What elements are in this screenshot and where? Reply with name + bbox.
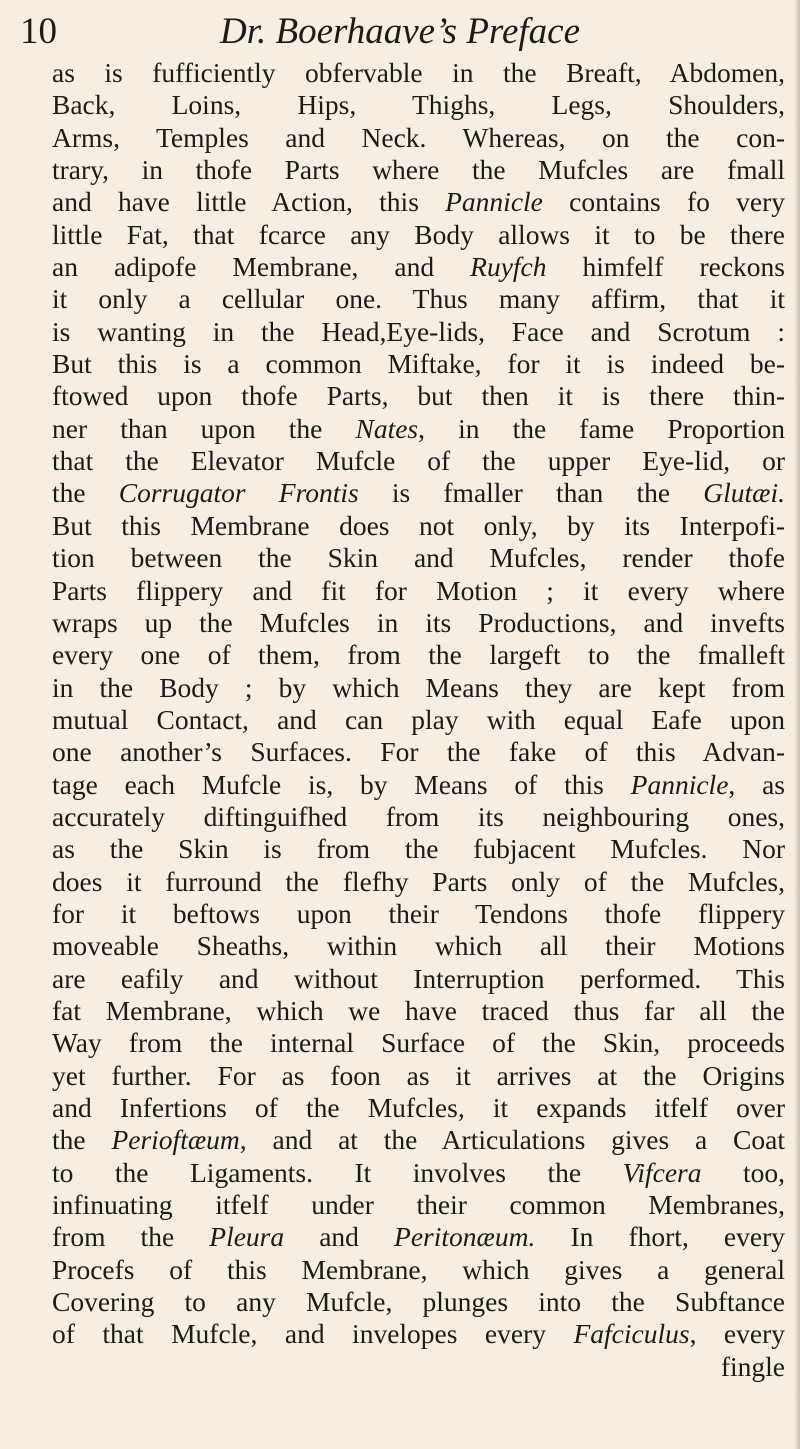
text-run: tage each Mufcle is, by Means of this xyxy=(52,768,631,800)
running-title-author: Dr. Boerhaave’s xyxy=(219,11,458,52)
text-line xyxy=(52,866,785,898)
text-line xyxy=(52,283,785,315)
text-run: himfelf reckons xyxy=(546,251,785,283)
italic-text: Pannicle xyxy=(445,186,543,218)
running-title xyxy=(0,10,800,54)
text-line xyxy=(52,219,785,251)
text-run: accurately diftinguifhed from its neighbouring ones, xyxy=(52,800,785,832)
text-run: In fhort, every xyxy=(535,1221,785,1253)
text-run: Procefs of this Membrane, which gives a general xyxy=(52,1253,785,1285)
text-line xyxy=(52,542,785,574)
text-run: trary, in thofe Parts where the Mufcles are fmall xyxy=(52,154,785,186)
italic-text: Vifcera xyxy=(622,1156,702,1188)
text-run: one another’s Surfaces. For the fake of this Advan- xyxy=(52,736,785,768)
italic-text: Pannicle xyxy=(630,768,729,800)
text-line xyxy=(52,736,785,768)
text-run: for it beftows upon their Tendons thofe flippery xyxy=(52,897,785,929)
text-line xyxy=(52,607,785,639)
text-run: tion between the Skin and Mufcles, render thofe xyxy=(52,542,785,574)
text-run: is fmaller than the xyxy=(358,477,704,509)
text-run: as is fufficiently obfervable in the Breaft, Abdomen, xyxy=(52,57,785,88)
text-run: that the Elevator Mufcle of the upper Eye-lid, or xyxy=(52,445,785,477)
text-run: Back, Loins, Hips, Thighs, Legs, Shoulders, xyxy=(52,89,785,121)
text-run: from the xyxy=(52,1221,210,1253)
text-line xyxy=(52,57,785,89)
text-line xyxy=(52,995,785,1027)
italic-text: Nates xyxy=(355,412,419,444)
text-line xyxy=(52,801,785,833)
text-run: it only a cellular one. Thus many affirm, that it xyxy=(52,283,785,315)
text-run: yet further. For as foon as it arrives at the Origins xyxy=(52,1059,785,1091)
text-run: as the Skin is from the fubjacent Mufcles. Nor xyxy=(52,833,785,865)
italic-text: Glutæi. xyxy=(703,477,785,509)
page-number: 10 xyxy=(20,11,57,52)
text-run: ftowed upon thofe Parts, but then it is there thin- xyxy=(52,380,785,412)
text-run: an adipofe Membrane, and xyxy=(52,251,471,283)
text-run: , every xyxy=(689,1318,785,1350)
text-line xyxy=(52,477,785,509)
text-run: of that Mufcle, and invelopes every xyxy=(52,1318,574,1350)
text-line xyxy=(52,122,785,154)
italic-text: Fafciculus xyxy=(573,1318,690,1350)
text-run: mutual Contact, and can play with equal Eafe upon xyxy=(52,703,785,735)
text-run: Parts flippery and fit for Motion ; it every where xyxy=(52,574,785,606)
text-run: and Infertions of the Mufcles, it expands itfelf over xyxy=(52,1092,785,1123)
text-run: to the Ligaments. It involves the xyxy=(52,1156,623,1188)
text-run: moveable Sheaths, within which all their Motions xyxy=(52,930,785,962)
text-line xyxy=(52,413,785,445)
text-run: too, xyxy=(701,1156,786,1188)
body-text xyxy=(52,57,785,1383)
text-line xyxy=(52,154,785,186)
text-run: contains fo very xyxy=(542,186,785,218)
text-run: Covering to any Mufcle, plunges into the Subftance xyxy=(52,1286,785,1318)
text-run: every one of them, from the largeft to the fmalleft xyxy=(52,639,785,671)
text-line xyxy=(52,510,785,542)
italic-text: Pleura xyxy=(209,1221,285,1253)
text-line xyxy=(52,672,785,704)
text-line xyxy=(52,1286,785,1318)
text-line xyxy=(52,1157,785,1189)
text-line xyxy=(52,89,785,121)
text-line xyxy=(52,575,785,607)
text-run: Arms, Temples and Neck. Whereas, on the con- xyxy=(52,121,785,153)
text-line xyxy=(52,769,785,801)
running-head xyxy=(0,6,800,58)
text-run: , and at the Articulations gives a Coat xyxy=(239,1124,785,1156)
italic-text: Corrugator Frontis xyxy=(118,477,359,509)
italic-text: Ruyfch xyxy=(470,251,547,283)
text-line xyxy=(52,1027,785,1059)
text-line xyxy=(52,316,785,348)
text-line xyxy=(52,186,785,218)
text-line xyxy=(52,963,785,995)
text-run: is wanting in the Head,Eye-lids, Face and Scrotum : xyxy=(52,315,785,347)
text-line xyxy=(52,639,785,671)
text-run: wraps up the Mufcles in its Productions, and invefts xyxy=(52,606,785,638)
text-line xyxy=(52,704,785,736)
text-run: in the Body ; by which Means they are kept from xyxy=(52,671,785,703)
text-line xyxy=(52,445,785,477)
text-run: But this is a common Miftake, for it is indeed be- xyxy=(52,348,785,380)
text-run: , in the fame Proportion xyxy=(418,412,786,444)
text-run: the xyxy=(52,1124,112,1156)
text-line xyxy=(52,380,785,412)
text-line xyxy=(52,1189,785,1221)
text-run: infinuating itfelf under their common Membranes, xyxy=(52,1189,785,1221)
text-line xyxy=(52,1060,785,1092)
text-run: are eafily and without Interruption performed. This xyxy=(52,962,785,994)
text-run: , as xyxy=(728,768,785,800)
text-line xyxy=(52,251,785,283)
text-run: and have little Action, this xyxy=(52,186,446,218)
text-line xyxy=(52,833,785,865)
text-line xyxy=(52,1221,785,1253)
text-run: Way from the internal Surface of the Skin, proceeds xyxy=(52,1027,785,1059)
text-line xyxy=(52,930,785,962)
text-line xyxy=(52,1124,785,1156)
text-run: fat Membrane, which we have traced thus far all the xyxy=(52,994,785,1026)
text-line xyxy=(52,1092,785,1124)
text-run: little Fat, that fcarce any Body allows it to be there xyxy=(52,218,785,250)
running-title-section: Preface xyxy=(466,11,580,52)
text-line xyxy=(52,898,785,930)
text-run: ner than upon the xyxy=(52,412,356,444)
text-run: fingle xyxy=(720,1350,785,1382)
text-run: and xyxy=(284,1221,395,1253)
text-line xyxy=(52,1318,785,1350)
text-run: But this Membrane does not only, by its Interpofi- xyxy=(52,509,785,541)
text-run: the xyxy=(52,477,119,509)
text-line xyxy=(52,1351,785,1383)
italic-text: Perioftæum xyxy=(111,1124,240,1156)
text-run: does it furround the flefhy Parts only of the Mufcles, xyxy=(52,865,785,897)
text-line xyxy=(52,348,785,380)
page-edge xyxy=(794,0,800,1449)
italic-text: Peritonæum. xyxy=(394,1221,536,1253)
text-line xyxy=(52,1254,785,1286)
